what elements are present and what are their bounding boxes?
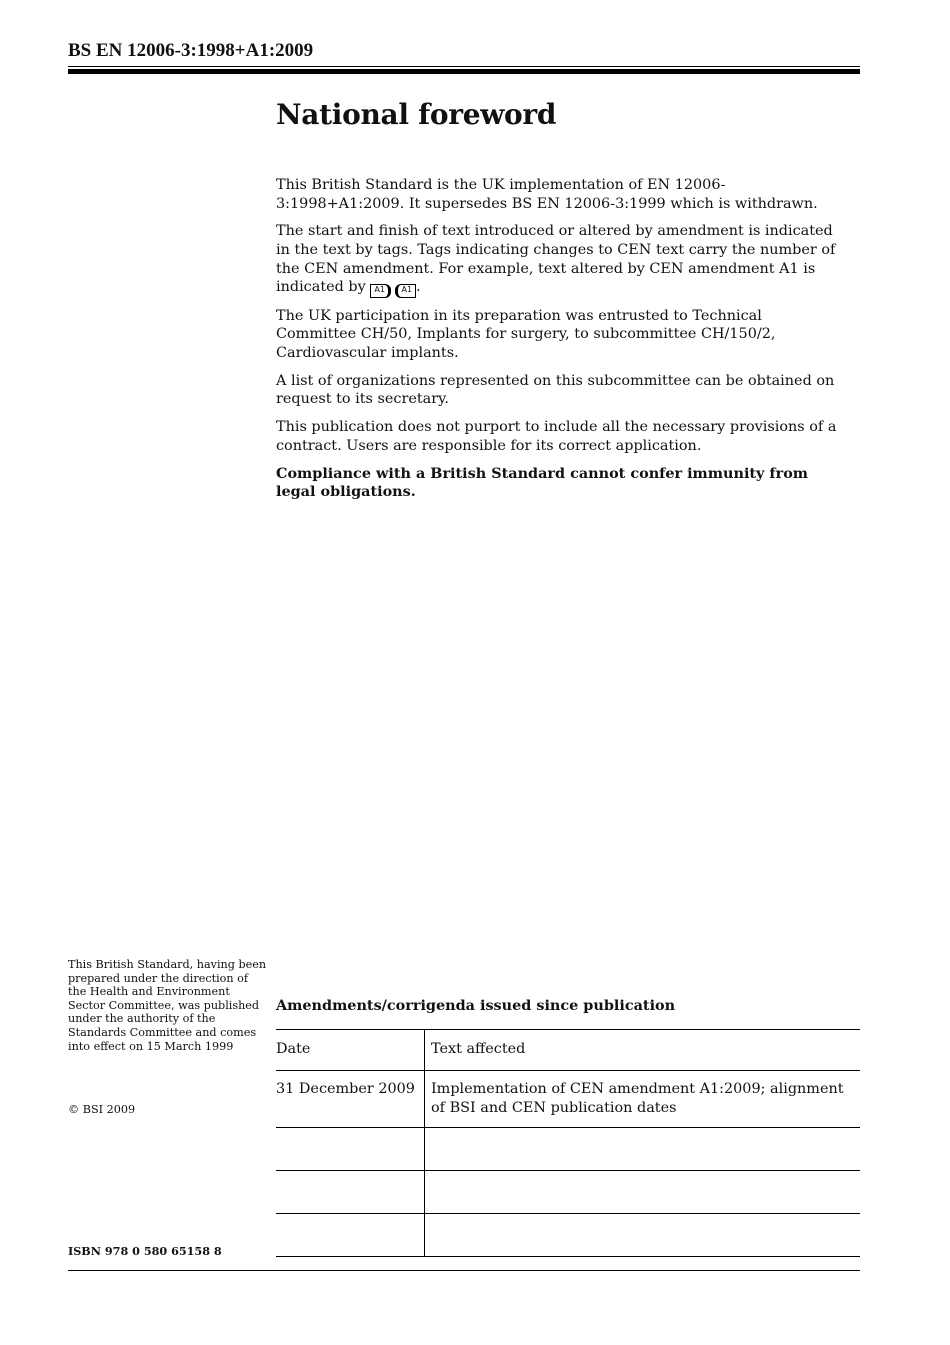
amendments-heading: Amendments/corrigenda issued since publication: [276, 997, 676, 1014]
header-rule-thick: [68, 69, 860, 74]
amendment-date: 31 December 2009: [276, 1071, 425, 1128]
footer-rule: [68, 1270, 860, 1271]
foreword-body: [276, 176, 846, 511]
table-row-empty: [276, 1128, 860, 1171]
paragraph-compliance: Compliance with a British Standard cannot confer immunity from legal obligations.: [276, 464, 809, 501]
amendment-text-affected: Implementation of CEN amendment A1:2009; alignment of BSI and CEN publication dates: [425, 1071, 861, 1128]
paragraph-implementation: This British Standard is the UK implementation of EN 12006-3:1998+A1:2009. It supersedes BS EN 12006-3:1999 which is withdrawn.: [276, 177, 818, 212]
column-header-text-affected: Text affected: [425, 1030, 861, 1071]
amendment-end-tag-icon: A1: [395, 284, 416, 298]
table-row: [276, 1071, 860, 1128]
amendment-tags-suffix: .: [416, 279, 421, 296]
standard-code: BS EN 12006-3:1998+A1:2009: [68, 40, 314, 61]
paragraph-participation: The UK participation in its preparation was entrusted to Technical Committee CH/50, Implants for surgery, to subcommittee CH/150/2, Cardiovascular implants.: [276, 307, 776, 361]
copyright: © BSI 2009: [68, 1103, 136, 1116]
paragraph-provisions: This publication does not purport to include all the necessary provisions of a contract. Users are responsible for its correct application.: [276, 419, 837, 454]
header-rule-thin: [68, 66, 860, 67]
amendments-table: [276, 1029, 860, 1257]
table-row-empty: [276, 1214, 860, 1257]
table-header-row: [276, 1030, 860, 1071]
table-row-empty: [276, 1171, 860, 1214]
page-title: National foreword: [276, 98, 557, 131]
publication-note: [68, 958, 268, 1053]
paragraph-amendment-tags: [276, 222, 846, 297]
publication-note-text: This British Standard, having been prepared under the direction of the Health and Environment Sector Committee, was published under the authority of the Standards Committee and comes into effect on 15 March 1999: [68, 958, 267, 1053]
amendment-start-tag-icon: A1: [370, 284, 391, 298]
column-header-date: Date: [276, 1030, 425, 1071]
amendment-tags-text: The start and finish of text introduced or altered by amendment is indicated in the text by tags. Tags indicating changes to CEN text carry the number of the CEN amendment. For example, text altered by CEN amendment A1 is indicated by: [276, 223, 836, 296]
isbn: ISBN 978 0 580 65158 8: [68, 1244, 222, 1258]
paragraph-organizations: A list of organizations represented on this subcommittee can be obtained on request to its secretary.: [276, 372, 835, 408]
